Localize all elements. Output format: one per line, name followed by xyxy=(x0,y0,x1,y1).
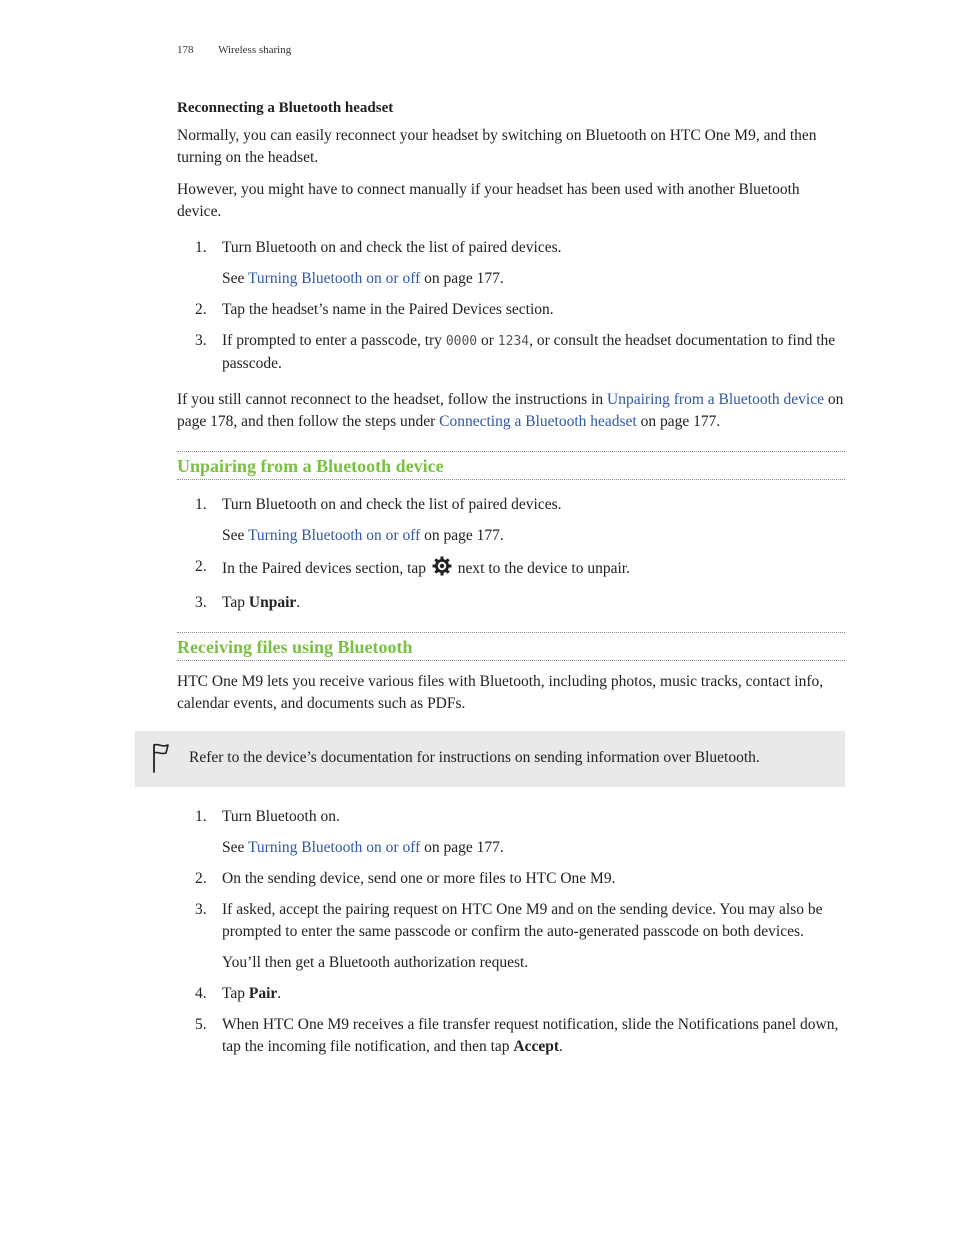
reconnect-paragraph-1: Normally, you can easily reconnect your headset by switching on Bluetooth on HTC One M9, and then turning on the headset. xyxy=(177,127,817,166)
list-item xyxy=(177,299,845,321)
turning-bluetooth-link[interactable]: Turning Bluetooth on or off xyxy=(248,839,421,856)
page-ref: on page 177. xyxy=(424,839,504,856)
or-text: or xyxy=(481,332,494,349)
step-number: 5. xyxy=(195,1016,207,1033)
step-number: 1. xyxy=(195,808,207,825)
step-text: In the Paired devices section, tap xyxy=(222,560,427,577)
step-number: 2. xyxy=(195,558,207,575)
page-number: 178 xyxy=(177,44,194,56)
step-number: 1. xyxy=(195,496,207,513)
receive-steps xyxy=(177,806,845,1058)
connecting-headset-link[interactable]: Connecting a Bluetooth headset xyxy=(439,413,637,430)
list-item xyxy=(177,806,845,859)
turning-bluetooth-link[interactable]: Turning Bluetooth on or off xyxy=(248,527,421,544)
list-item xyxy=(177,899,845,974)
list-item xyxy=(177,556,845,583)
turning-bluetooth-link[interactable]: Turning Bluetooth on or off xyxy=(248,270,421,287)
receive-content xyxy=(177,806,845,1072)
list-item xyxy=(177,868,845,890)
see-reference xyxy=(222,525,845,547)
step-text-end: next to the device to unpair. xyxy=(457,560,630,577)
step-number: 4. xyxy=(195,985,207,1002)
settings-gear-icon xyxy=(432,556,452,583)
note-text: Refer to the device’s documentation for instructions on sending information over Bluetooth. xyxy=(189,749,760,766)
list-item xyxy=(177,983,845,1005)
reconnect-paragraph-2: However, you might have to connect manually if your headset has been used with another Bluetooth device. xyxy=(177,181,800,220)
step-text: Tap xyxy=(222,985,246,1002)
unpair-steps xyxy=(177,494,845,614)
passcode-0000: 0000 xyxy=(445,334,478,349)
period: . xyxy=(296,594,301,611)
step-text: On the sending device, send one or more files to HTC One M9. xyxy=(222,870,616,887)
step-text: Turn Bluetooth on. xyxy=(222,808,340,825)
step-subtext: You’ll then get a Bluetooth authorization request. xyxy=(222,954,529,971)
list-item xyxy=(177,494,845,547)
step-text: If prompted to enter a passcode, try xyxy=(222,332,442,349)
list-item xyxy=(177,592,845,614)
page-ref: on page 177. xyxy=(424,527,504,544)
note-box xyxy=(135,731,845,787)
chapter-title: Wireless sharing xyxy=(218,44,292,56)
fallback-text-b: on page 178, and then follow the steps under xyxy=(177,391,844,430)
see-label: See xyxy=(222,527,245,544)
see-reference xyxy=(222,837,845,859)
see-label: See xyxy=(222,270,245,287)
see-label: See xyxy=(222,839,245,856)
step-number: 2. xyxy=(195,870,207,887)
page-header xyxy=(177,44,291,56)
step-number: 3. xyxy=(195,594,207,611)
reconnect-steps xyxy=(177,237,845,375)
receive-section-heading: Receiving files using Bluetooth xyxy=(177,632,845,661)
period: . xyxy=(559,1038,563,1055)
list-item xyxy=(177,1014,845,1058)
period: . xyxy=(277,985,282,1002)
step-number: 2. xyxy=(195,301,207,318)
unpairing-link[interactable]: Unpairing from a Bluetooth device xyxy=(607,391,824,408)
step-number: 1. xyxy=(195,239,207,256)
list-item xyxy=(177,237,845,290)
pair-label: Pair xyxy=(248,985,278,1002)
step-text: If asked, accept the pairing request on HTC One M9 and on the sending device. You may also be prompted to enter the same passcode or confirm the auto-generated passcode on both devices. xyxy=(222,901,823,940)
see-reference xyxy=(222,268,845,290)
unpair-label: Unpair xyxy=(248,594,297,611)
reconnect-heading: Reconnecting a Bluetooth headset xyxy=(177,100,394,116)
fallback-text-c: on page 177. xyxy=(640,413,721,430)
fallback-text-a: If you still cannot reconnect to the headset, follow the instructions in xyxy=(177,391,604,408)
list-item xyxy=(177,330,845,375)
page-ref: on page 177. xyxy=(424,270,504,287)
step-text: Tap the headset’s name in the Paired Devices section. xyxy=(222,301,554,318)
page-content xyxy=(177,100,845,725)
receive-intro: HTC One M9 lets you receive various files with Bluetooth, including photos, music tracks, contact info, calendar events, and documents such as PDFs. xyxy=(177,673,824,712)
step-text: Tap xyxy=(222,594,246,611)
reconnect-fallback-paragraph xyxy=(177,389,845,433)
accept-label: Accept xyxy=(513,1038,560,1055)
step-text: When HTC One M9 receives a file transfer request notification, slide the Notifications panel down, tap the incoming file notification, and then tap xyxy=(222,1016,839,1055)
step-number: 3. xyxy=(195,901,207,918)
step-text-end: , or consult the headset documentation to find the passcode. xyxy=(222,332,836,372)
step-text: Turn Bluetooth on and check the list of paired devices. xyxy=(222,496,562,513)
passcode-1234: 1234 xyxy=(497,334,530,349)
step-number: 3. xyxy=(195,332,207,349)
flag-note-icon xyxy=(150,742,172,779)
step-text: Turn Bluetooth on and check the list of paired devices. xyxy=(222,239,562,256)
unpair-section-heading: Unpairing from a Bluetooth device xyxy=(177,451,845,480)
